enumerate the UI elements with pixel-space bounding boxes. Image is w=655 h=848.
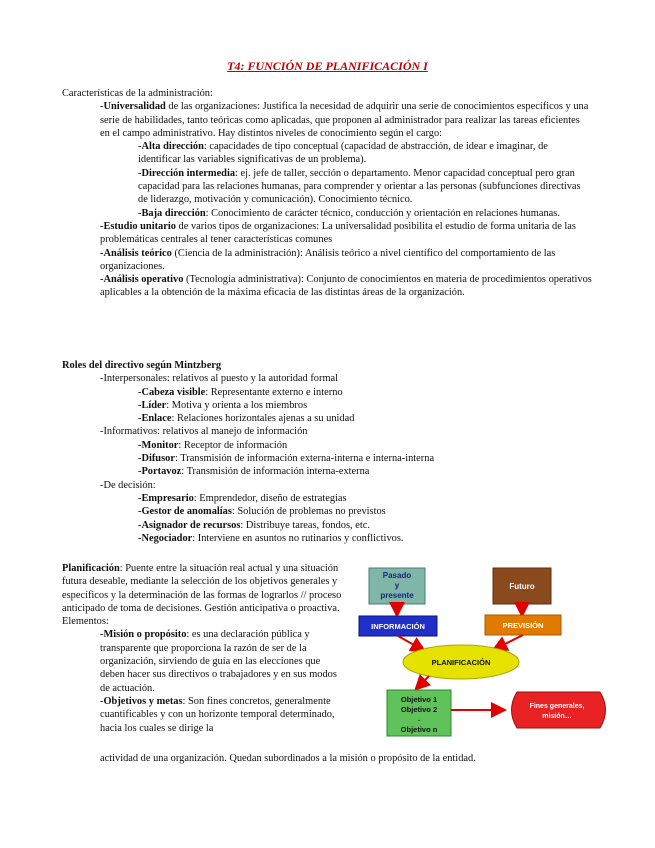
term: -Portavoz	[138, 466, 182, 478]
objetivo-line: .	[417, 714, 421, 723]
arrow	[417, 676, 429, 688]
group-interpersonales: -Interpersonales: relativos al puesto y la autoridad formal	[100, 373, 339, 385]
text: : Relaciones horizontales ajenas a su unidad	[171, 413, 355, 425]
term: -Análisis operativo	[100, 274, 184, 286]
term: -Objetivos y metas	[100, 695, 183, 707]
term: -Empresario	[138, 492, 194, 504]
text: : capacidades de tipo conceptual (capacidad de abstracción, de idear e imaginar, de identificar las variables significativas de un problema).	[138, 141, 548, 166]
text: : Transmisión de información externa-interna e interna-interna	[174, 453, 435, 465]
term: -Asignador de recursos	[138, 519, 241, 531]
role-item	[62, 492, 592, 505]
paragraph-baja-direccion	[62, 207, 592, 220]
section-planificacion	[62, 562, 347, 735]
term: -Dirección intermedia	[138, 167, 236, 179]
term: -Análisis teórico	[100, 247, 172, 259]
heading-text: Roles del directivo según Mintzberg	[62, 360, 222, 371]
role-item	[62, 386, 592, 399]
arrow	[398, 636, 423, 650]
term: -Enlace	[138, 413, 172, 425]
informacion-label: INFORMACIÓN	[371, 622, 425, 631]
paragraph-alta-direccion	[62, 140, 592, 167]
role-item	[62, 532, 592, 545]
text: : Solución de problemas no previstos	[231, 506, 386, 518]
paragraph-universalidad	[62, 100, 592, 140]
fines-line: Fines generales,	[529, 703, 585, 710]
pasado-line: y	[394, 581, 400, 590]
text: : Motiva y orienta a los miembros	[166, 399, 308, 411]
objetivo-line: Objetivo 1	[400, 695, 438, 704]
text: : Puente entre la situación real actual y una situación futura deseable, mediante la selección de los objetivos generales y específicos y la determinación de las formas de lograrlos // proceso anticipado de toma de decisiones. Gestión anticipativa o proactiva.	[62, 563, 342, 614]
term: -Estudio unitario	[100, 220, 176, 232]
term: -Líder	[138, 399, 167, 411]
paragraph-objetivos-cont: actividad de una organización. Quedan subordinados a la misión o propósito de la entidad.	[100, 753, 476, 764]
text: (Tecnología administrativa): Conjunto de conocimientos en materia de procedimientos operativos aplicables a la obtención de la máxima eficacia de las distintas áreas de la organización.	[100, 274, 592, 299]
term: Planificación	[62, 563, 120, 574]
role-item	[62, 519, 592, 532]
arrow	[495, 635, 523, 649]
section-heading: Características de la administración:	[62, 88, 213, 99]
pasado-line: presente	[380, 591, 414, 600]
elementos-label: Elementos:	[62, 616, 109, 628]
section-caracteristicas	[62, 87, 592, 300]
page-title: T4: FUNCIÓN DE PLANIFICACIÓN I	[227, 59, 428, 73]
group-informativos: -Informativos: relativos al manejo de información	[100, 426, 308, 438]
text: de varios tipos de organizaciones: La universalidad posibilita el estudio de forma unitaria de las problemáticas centrales al tener características comunes	[100, 220, 576, 246]
text: : Conocimiento de carácter técnico, conducción y orientación en relaciones humanas.	[205, 207, 560, 219]
prevision-label: PREVISIÓN	[502, 621, 544, 630]
text: de las organizaciones: Justifica la necesidad de adquirir una serie de conocimientos específicos y una serie de habilidades, tanto teóricas como aplicadas, que proponen al administrador para realizar las tareas eficientes en el campo administrativo. Hay distintos niveles de conocimiento según el cargo:	[100, 101, 589, 139]
paragraph-mision	[62, 628, 347, 694]
role-item	[62, 505, 592, 518]
role-item	[62, 452, 592, 465]
futuro-label: Futuro	[509, 582, 535, 591]
text: : Transmisión de información interna-externa	[181, 466, 370, 478]
planificacion-label: PLANIFICACIÓN	[431, 658, 491, 667]
term: -Baja dirección	[138, 207, 206, 219]
text: : Emprendedor, diseño de estrategias	[193, 492, 347, 504]
group-decision: -De decisión:	[100, 479, 156, 491]
paragraph-analisis-teorico	[62, 247, 592, 274]
text: : Son fines concretos, generalmente cuantificables y con un horizonte temporal determinado, hacia los cuales se dirige la	[100, 695, 335, 734]
term: -Gestor de anomalías	[138, 506, 232, 518]
term: -Negociador	[138, 532, 193, 544]
role-item	[62, 399, 592, 412]
term: -Monitor	[138, 439, 179, 451]
role-item	[62, 465, 592, 478]
objetivo-line: Objetivo 2	[400, 705, 438, 714]
fines-line: misión…	[542, 713, 572, 720]
term: -Difusor	[138, 453, 175, 465]
section-heading	[62, 359, 592, 372]
text: : ej. jefe de taller, sección o departamento. Menor capacidad conceptual pero gran capacidad para las relaciones humanas, para comprender y orientar a las personas (subfunciones directivas de liderazgo, motivación y comunicación). Conocimiento técnico.	[138, 167, 581, 206]
paragraph-direccion-intermedia	[62, 167, 592, 207]
term: -Cabeza visible	[138, 386, 206, 398]
text: : Representante externo e interno	[205, 386, 343, 398]
planning-diagram	[345, 560, 645, 770]
paragraph-objetivos	[62, 695, 347, 735]
text: : Interviene en asuntos no rutinarios y conflictivos.	[192, 532, 404, 544]
term: -Universalidad	[100, 101, 166, 113]
role-item	[62, 439, 592, 452]
fines-shape	[512, 692, 606, 728]
pasado-line: Pasado	[382, 571, 412, 580]
text: : Distribuye tareas, fondos, etc.	[240, 519, 370, 531]
paragraph-estudio-unitario	[62, 220, 592, 247]
text: : Receptor de información	[178, 439, 288, 451]
text: (Ciencia de la administración): Análisis teórico a nivel científico del comportamiento de las organizaciones.	[100, 247, 556, 272]
text: : es una declaración pública y transparente que proporciona la razón de ser de la organización, sirviendo de guía en las elecciones que deben hacer sus directivos o trabajadores y en sus modos de actuación.	[100, 629, 337, 694]
role-item	[62, 412, 592, 425]
term: -Misión o propósito	[100, 629, 187, 641]
paragraph-analisis-operativo	[62, 273, 592, 300]
section-roles	[62, 359, 592, 545]
objetivo-line: Objetivo n	[400, 725, 438, 734]
term: -Alta dirección	[138, 141, 204, 153]
paragraph-planificacion	[62, 562, 347, 615]
